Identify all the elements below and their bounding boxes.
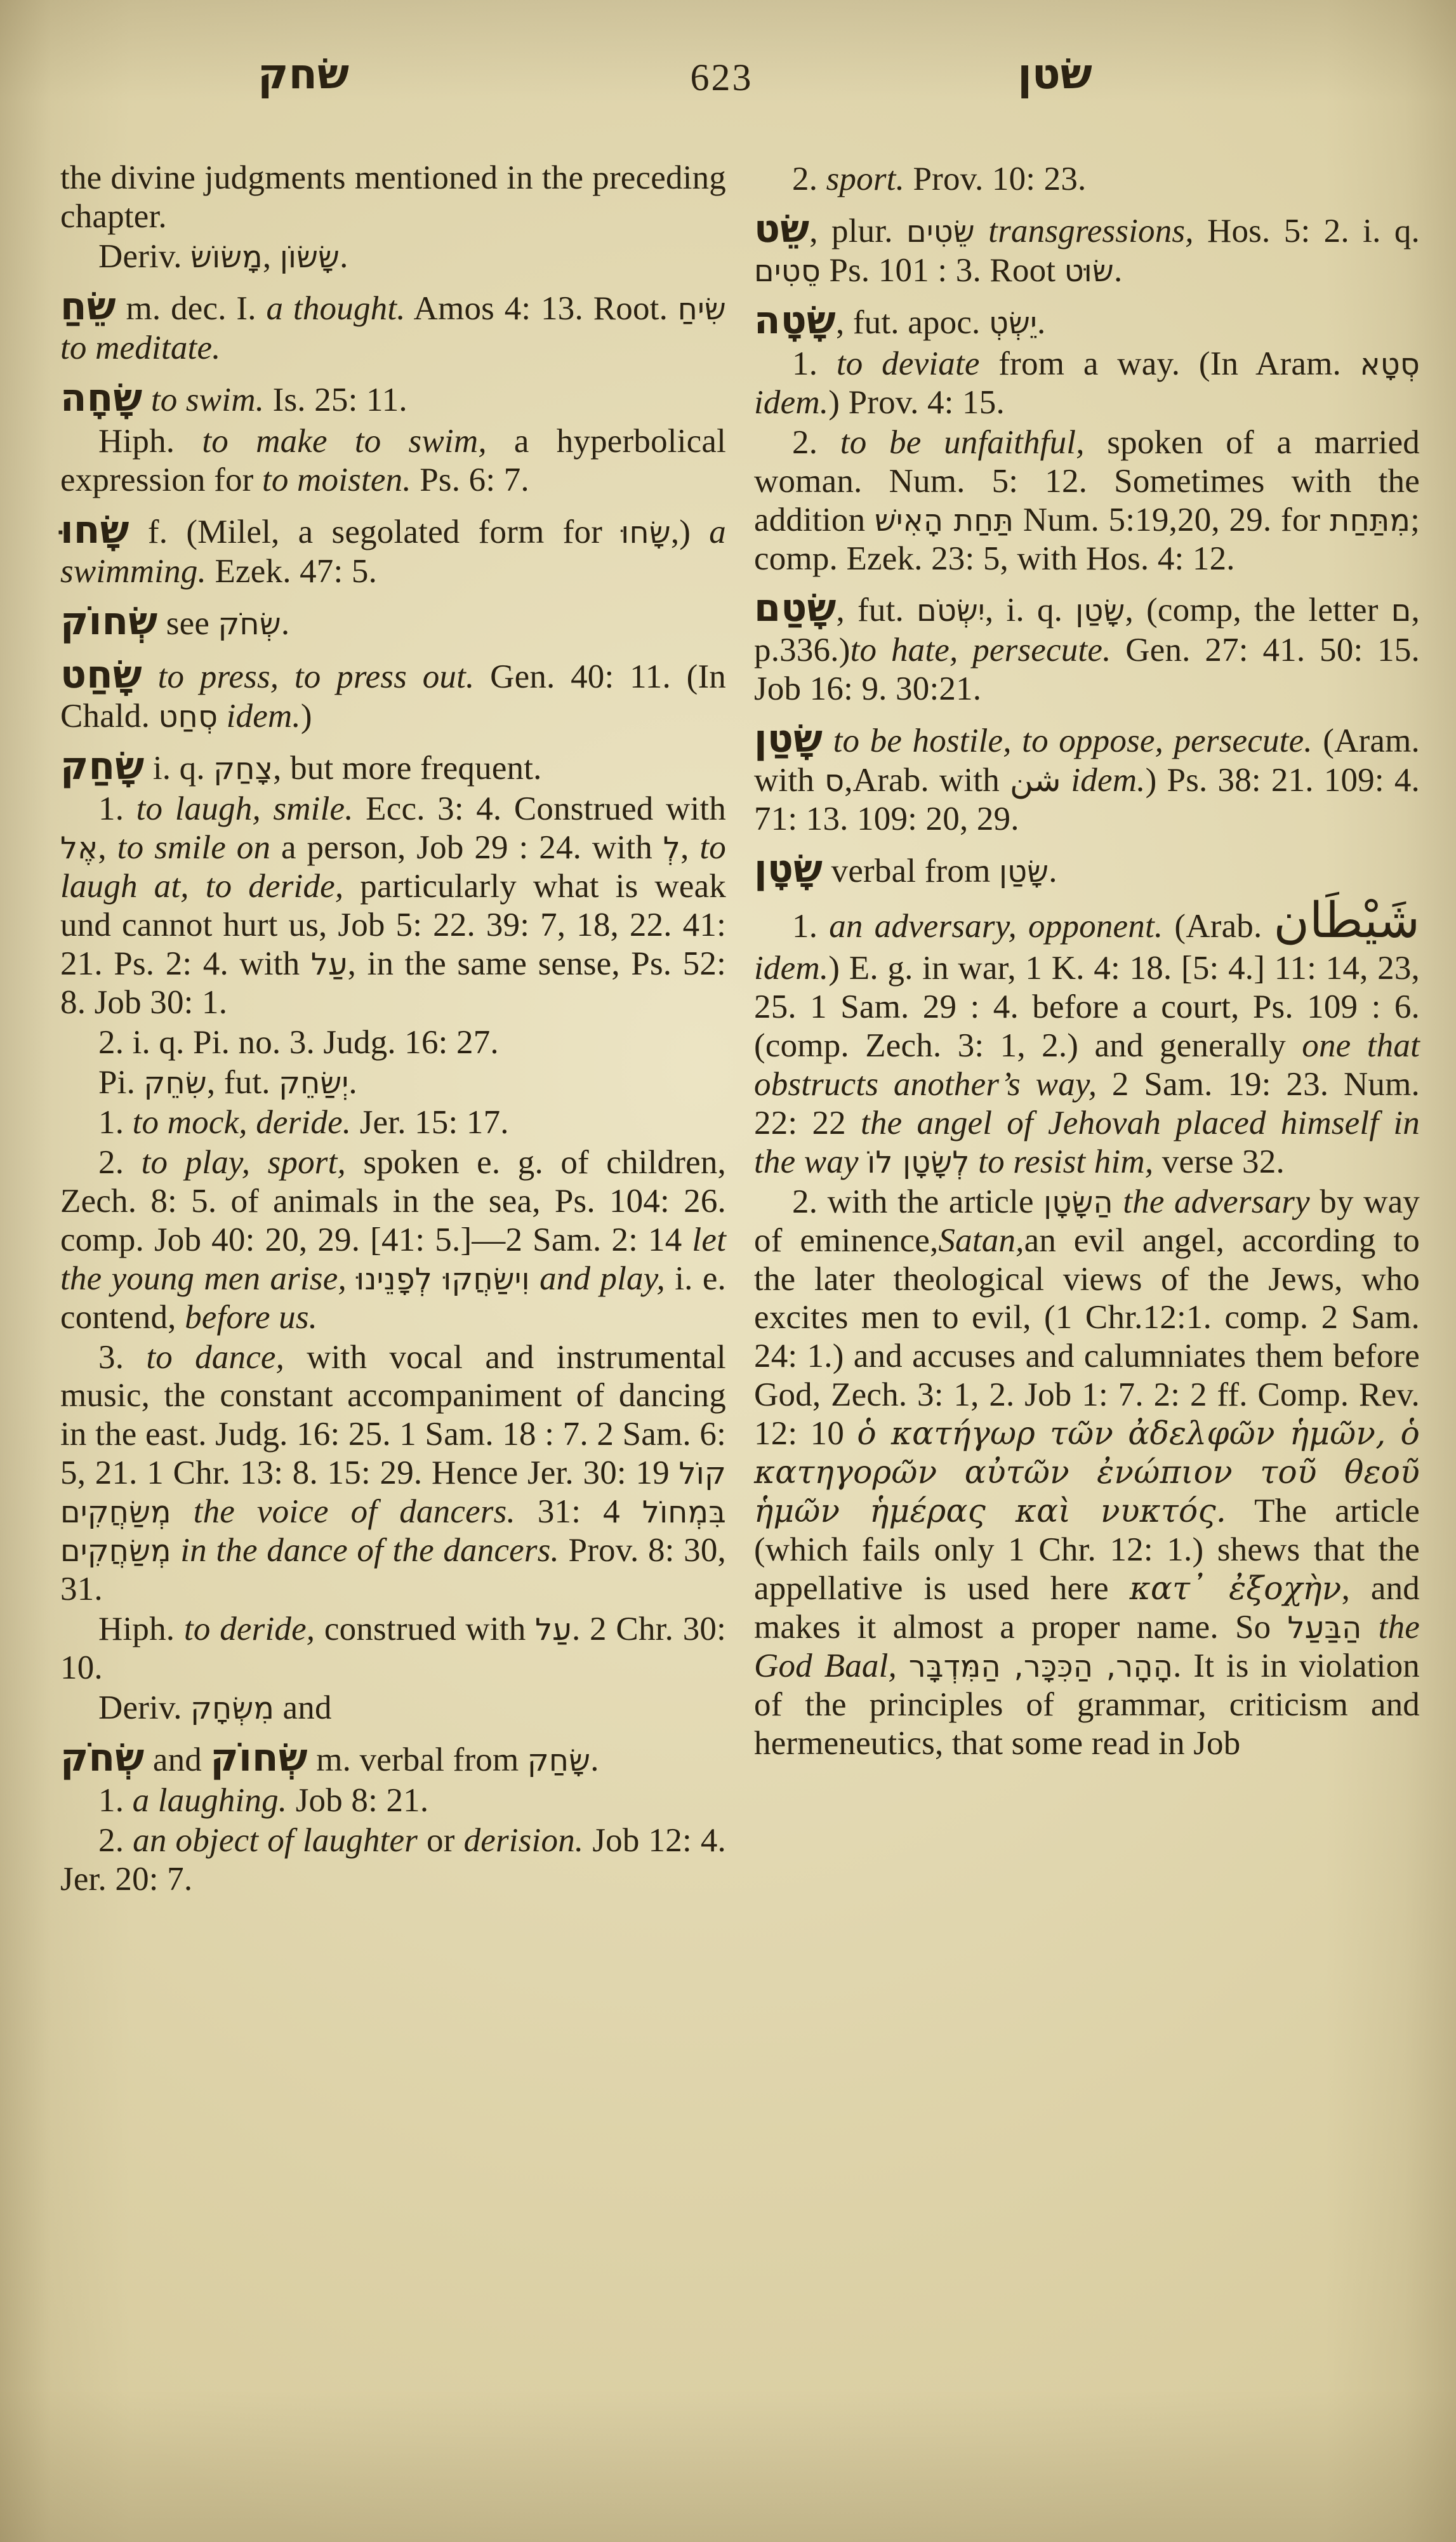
greek-text: ὁ κατήγωρ τῶν ἀδελφῶν ἡμῶν, ὁ κατηγορῶν αὐτῶν ἐνώπιον τοῦ θεοῦ ἡμῶν ἡμέρας καὶ νυκτός. xyxy=(754,1414,1420,1530)
italic-gloss: to laugh at, to deride, xyxy=(60,829,726,905)
roman-text: verbal from xyxy=(823,853,999,890)
hebrew-headword: שָׂחַק xyxy=(60,743,145,789)
roman-text xyxy=(171,1532,181,1569)
italic-gloss: to moisten. xyxy=(261,461,411,498)
hebrew-word: שָׂחוּ xyxy=(621,515,671,550)
lexicon-entry xyxy=(60,285,726,368)
paragraph xyxy=(60,1338,726,1609)
italic-gloss: to be hostile, to oppose, persecute. xyxy=(823,722,1313,759)
roman-text: Ps. 101 : 3. Root xyxy=(820,252,1064,289)
roman-text: , and makes it almost a proper name. So xyxy=(754,1570,1420,1646)
roman-text: , fut. xyxy=(836,592,917,629)
roman-text: Pi. xyxy=(98,1063,144,1101)
italic-gloss: idem. xyxy=(1061,762,1146,799)
running-head-right-hebrew: שׂטן xyxy=(1017,50,1092,98)
roman-text: verse 32. xyxy=(1153,1143,1285,1180)
roman-text xyxy=(530,1260,539,1297)
hebrew-word: לְשָׂטָן לוֹ xyxy=(867,1145,970,1180)
roman-text xyxy=(859,1143,867,1180)
roman-text: spoken e. g. of children, Zech. 8: 5. of animals in the sea, Ps. 104: 26. comp. Job 40: 20, 29. [41: 5.]—2 Sam. 2: 14 xyxy=(60,1143,726,1258)
roman-text: . xyxy=(1036,304,1046,342)
italic-gloss: a laughing. xyxy=(132,1782,288,1820)
roman-text: or xyxy=(418,1822,464,1860)
paragraph xyxy=(60,1781,726,1820)
roman-text: 2. i. q. Pi. no. 3. Judg. 16: 27. xyxy=(98,1024,499,1061)
hebrew-word: אֶל xyxy=(60,831,98,867)
roman-text: 2. xyxy=(98,1822,133,1860)
italic-gloss: to play, sport, xyxy=(141,1143,347,1181)
roman-text: , i. q. xyxy=(984,592,1076,629)
hebrew-headword: שֵׂחַ xyxy=(60,284,116,329)
hebrew-word: וִישַׂחֲקוּ לְפָנֵינוּ xyxy=(356,1261,530,1297)
running-header xyxy=(0,0,1456,146)
italic-gloss: the voice of dancers. xyxy=(193,1493,515,1531)
lexicon-entry xyxy=(60,376,726,420)
italic-gloss: to smile on xyxy=(117,829,271,867)
paragraph xyxy=(60,1610,726,1687)
italic-gloss: let the young men arise, xyxy=(60,1221,726,1297)
roman-text: Gen. 27: 41. 50: 15. Job 16: 9. 30:21. xyxy=(754,631,1420,707)
roman-text: and xyxy=(144,1741,211,1778)
roman-text: , (comp, the letter xyxy=(1125,592,1391,629)
roman-text: . 2 Chr. 30: 10. xyxy=(60,1611,727,1687)
italic-gloss: idem. xyxy=(754,950,829,987)
hebrew-word: ם xyxy=(1391,594,1412,629)
arabic-word-large: شَيْطَان xyxy=(1273,892,1420,949)
roman-text: Job 12: 4. Jer. 20: 7. xyxy=(60,1822,726,1898)
roman-text: . It is in violation of the principles of grammar, criticism and hermeneutics, that some read in Job xyxy=(754,1647,1420,1762)
lexicon-entry xyxy=(754,299,1420,343)
arabic-word: شن xyxy=(1010,761,1061,799)
italic-gloss: to deviate xyxy=(836,345,980,382)
roman-text: ,Arab. with xyxy=(844,762,1010,799)
greek-text: κατ᾽ ἐξοχὴν xyxy=(1129,1569,1342,1607)
hebrew-word: מָשׂוֹשׂ xyxy=(190,239,263,275)
page-number: 623 xyxy=(690,57,753,98)
roman-text xyxy=(1113,1183,1123,1220)
roman-text: an evil angel, according to the later theological views of the Jews, who excites men to evil, (1 Chr.12:1. comp. 2 Sam. 24: 1.) and accuses and calumniates them before God, Zech. 3: 1, 2. Job 1: 7. 2: 2 ff. Comp. Rev. 12: 10 xyxy=(754,1221,1420,1453)
roman-text: ,) xyxy=(670,513,710,550)
roman-text: i. e. contend, xyxy=(60,1260,727,1336)
roman-text: Hos. 5: 2. i. q. xyxy=(1193,212,1420,250)
roman-text: 2. xyxy=(792,161,826,197)
hebrew-word: שִׂחֵק xyxy=(143,1065,207,1101)
hebrew-word: מִשְׂחָק xyxy=(190,1691,275,1726)
roman-text: (Aram. with xyxy=(754,722,1420,799)
lexicon-entry xyxy=(60,745,726,789)
hebrew-headword: שָׂטָן xyxy=(754,847,823,892)
hebrew-word: שָׂטַן xyxy=(1075,594,1125,629)
hebrew-headword: שְׂחוֹק xyxy=(210,1735,308,1780)
hebrew-word: שִׂיחַ xyxy=(677,291,726,327)
hebrew-word: יִשְׂטֹם xyxy=(917,594,985,629)
roman-text xyxy=(975,213,988,250)
roman-text: spoken of a married woman. Num. 5: 12. Sometimes with the addition xyxy=(754,423,1420,538)
hebrew-word: הַבַּעַל xyxy=(1287,1610,1362,1646)
roman-text: . xyxy=(348,1063,357,1101)
roman-text: 3. xyxy=(98,1338,147,1376)
roman-text: (Arab. xyxy=(1163,907,1274,945)
italic-gloss: idem. xyxy=(218,697,301,735)
roman-text: see xyxy=(157,605,218,642)
roman-text: . xyxy=(281,605,290,642)
paragraph xyxy=(60,1063,726,1102)
hebrew-headword: שָׂחָה xyxy=(60,376,143,421)
paragraph xyxy=(754,893,1420,1181)
hebrew-headword: שְׂחֹק xyxy=(60,1735,145,1780)
hebrew-word: שָׂטַן xyxy=(998,855,1049,890)
paragraph xyxy=(60,1143,726,1337)
roman-text: Gen. 40: 11. (In Chald. xyxy=(60,658,726,735)
italic-gloss: to laugh, smile. xyxy=(136,790,354,828)
paragraph xyxy=(754,160,1420,199)
roman-text: 31: 4 xyxy=(515,1493,642,1531)
roman-text: particularly what is weak und cannot hurt us, Job 5: 22. 39: 7, 18, 22. 41: 21. Ps. 2: 4. with xyxy=(60,868,726,983)
roman-text xyxy=(171,1493,194,1530)
paragraph xyxy=(60,237,726,276)
roman-text: a hyperbolical expression for xyxy=(60,422,727,498)
paragraph xyxy=(754,423,1420,578)
roman-text: , xyxy=(98,829,117,867)
text-columns xyxy=(60,159,1420,1899)
roman-text: m. verbal from xyxy=(307,1741,527,1778)
roman-text xyxy=(897,1647,909,1684)
hebrew-headword: שֵׂט xyxy=(754,206,810,251)
roman-text: 1. xyxy=(792,907,830,945)
roman-text: 1. xyxy=(98,1782,133,1820)
italic-gloss: derision. xyxy=(463,1822,584,1860)
hebrew-word: עַל xyxy=(310,947,348,983)
right-column xyxy=(754,159,1420,1899)
roman-text: ) E. g. in war, 1 K. 4: 18. [5: 4.] 11: 14, 23, 25. 1 Sam. 29 : 4. before a court, Ps. 109 : 6. (comp. Zech. 3: 1, 2.) and generally xyxy=(754,950,1420,1064)
paragraph xyxy=(60,790,726,1022)
hebrew-word: סְחַט xyxy=(158,699,218,735)
roman-text: ) xyxy=(300,697,312,735)
running-head-left-hebrew: שׂחק xyxy=(258,50,349,98)
roman-text: from a way. (In Aram. xyxy=(979,345,1360,382)
roman-text: 2. xyxy=(98,1143,142,1181)
paragraph xyxy=(60,422,726,500)
paragraph xyxy=(60,1821,726,1899)
roman-text: . xyxy=(1114,252,1123,289)
italic-gloss: to swim. xyxy=(142,382,265,419)
roman-text: Deriv. xyxy=(98,1689,191,1726)
hebrew-headword: שָׂחַט xyxy=(60,652,142,697)
roman-text: the divine judgments mentioned in the preceding chapter. xyxy=(60,159,726,235)
roman-text: . xyxy=(1049,853,1057,890)
italic-gloss: to meditate. xyxy=(60,329,221,367)
roman-text: Ecc. 3: 4. Construed with xyxy=(353,790,726,828)
hebrew-word: עַל xyxy=(535,1613,572,1648)
italic-gloss: Satan, xyxy=(938,1221,1024,1259)
hebrew-word: שׂוּט xyxy=(1064,254,1114,289)
roman-text: i. q. xyxy=(144,749,214,787)
hebrew-word: מִתַּחַת xyxy=(1330,503,1411,538)
roman-text: . xyxy=(590,1741,599,1778)
italic-gloss: idem. xyxy=(754,383,829,421)
roman-text: Job 8: 21. xyxy=(287,1782,429,1820)
roman-text: 1. xyxy=(792,345,837,382)
hebrew-headword: שָׂטַם xyxy=(754,586,837,631)
roman-text: , plur. xyxy=(809,212,907,250)
lexicon-entry xyxy=(754,208,1420,290)
hebrew-word: יֵשְׂטְ xyxy=(988,306,1037,342)
roman-text: a person, Job 29 : 24. with xyxy=(270,829,663,867)
paragraph xyxy=(60,1689,726,1727)
hebrew-word: שְׂחֹק xyxy=(218,607,281,642)
lexicon-entry xyxy=(60,509,726,591)
roman-text: . xyxy=(340,237,348,275)
italic-gloss: before us. xyxy=(185,1298,318,1336)
lexicon-entry xyxy=(754,587,1420,708)
hebrew-word: צָחַק xyxy=(213,751,274,787)
paragraph xyxy=(60,1023,726,1062)
roman-text: , xyxy=(680,829,700,867)
italic-gloss: a swimming. xyxy=(60,513,726,590)
roman-text: and xyxy=(274,1689,332,1726)
hebrew-word: יְשַׂחֵק xyxy=(279,1065,349,1101)
italic-gloss: the adversary xyxy=(1123,1183,1310,1220)
hebrew-word: הָהָר, הַכִּכָּר, הַמִּדְבָּר xyxy=(908,1649,1174,1684)
roman-text: Prov. 10: 23. xyxy=(904,161,1087,197)
italic-gloss: one that obstructs another’s way, xyxy=(754,1027,1420,1103)
roman-text: Num. 5:19,20, 29. for xyxy=(1014,501,1330,538)
hebrew-word: שָׂחַק xyxy=(527,1743,591,1778)
left-column xyxy=(60,159,726,1899)
roman-text: ; comp. Ezek. 23: 5, with Hos. 4: 12. xyxy=(754,501,1420,577)
hebrew-word: תַּחַת הָאִישׁ xyxy=(874,503,1014,538)
roman-text: The article (which fails only 1 Chr. 12: 1.) shews that the appellative is used here xyxy=(754,1493,1420,1607)
lexicon-entry xyxy=(60,653,726,736)
lexicon-entry xyxy=(754,848,1420,891)
roman-text: ) Prov. 4: 15. xyxy=(828,383,1005,421)
roman-text: construed with xyxy=(315,1611,536,1648)
roman-text: ) Ps. 38: 21. 109: 4. 71: 13. 109: 20, 29. xyxy=(754,762,1420,838)
roman-text: , in the same sense, Ps. 52: 8. Job 30: 1. xyxy=(60,945,726,1021)
lexicon-entry xyxy=(60,1736,726,1780)
italic-gloss: to be unfaithful, xyxy=(840,423,1085,461)
roman-text: Jer. 15: 17. xyxy=(351,1103,509,1141)
roman-text: Amos 4: 13. Root. xyxy=(405,289,678,327)
hebrew-headword: שָׂטָה xyxy=(754,298,836,343)
roman-text: m. dec. I. xyxy=(116,289,267,327)
italic-gloss: an adversary, opponent. xyxy=(829,907,1163,945)
italic-gloss: to mock, deride. xyxy=(132,1103,352,1141)
hebrew-word: ס xyxy=(824,764,845,799)
hebrew-word: לְ xyxy=(663,831,681,867)
hebrew-word: סֵטִים xyxy=(754,254,821,289)
roman-text: 1. xyxy=(98,1103,133,1141)
italic-gloss: to make to swim, xyxy=(202,422,487,460)
hebrew-word: שָׂשׂוֹן xyxy=(279,239,340,275)
roman-text: Prov. 8: 30, 31. xyxy=(60,1532,726,1608)
roman-text: 2. xyxy=(792,423,840,461)
paragraph xyxy=(60,159,726,236)
italic-gloss: the angel of Jehovah placed himself in the way xyxy=(754,1104,1420,1180)
italic-gloss: to hate, persecute. xyxy=(850,631,1111,669)
roman-text: f. (Milel, a segolated form for xyxy=(129,513,621,550)
hebrew-headword: שָׂטַן xyxy=(754,716,823,761)
hebrew-headword: שְׂחוֹק xyxy=(60,599,158,644)
italic-gloss: the God Baal, xyxy=(754,1608,1420,1684)
roman-text: Hiph. xyxy=(98,1611,184,1648)
italic-gloss: an object of laughter xyxy=(133,1822,418,1860)
hebrew-word: קוֹל מְשַׂחֲקִים xyxy=(60,1456,726,1531)
roman-text: Ezek. 47: 5. xyxy=(206,553,378,590)
hebrew-word: סְטָא xyxy=(1360,347,1420,382)
lexicon-entry xyxy=(60,600,726,644)
roman-text: Is. 25: 11. xyxy=(264,382,407,419)
lexicon-entry xyxy=(754,717,1420,839)
italic-gloss: a thought. xyxy=(266,289,406,327)
roman-text: 1. xyxy=(98,790,136,828)
roman-text xyxy=(347,1260,356,1297)
roman-text: Hiph. xyxy=(98,422,202,460)
roman-text: , p.336.) xyxy=(754,592,1420,669)
hebrew-word: בִּמְחוֹל מְשַׂחֲקִים xyxy=(60,1495,726,1569)
roman-text: 2. with the article xyxy=(792,1183,1044,1220)
roman-text: , but more frequent. xyxy=(273,749,542,787)
roman-text: , xyxy=(262,237,280,275)
roman-text: by way of eminence, xyxy=(754,1183,1420,1259)
hebrew-word: שֵׂטִים xyxy=(906,214,975,250)
paragraph xyxy=(60,1103,726,1142)
roman-text: , fut. apoc. xyxy=(835,304,989,342)
italic-gloss: transgressions, xyxy=(988,212,1194,250)
roman-text: 2 Sam. 19: 23. Num. 22: 22 xyxy=(754,1065,1420,1141)
roman-text: , fut. xyxy=(206,1063,279,1101)
paragraph xyxy=(754,345,1420,422)
hebrew-headword: שָׂחוּ xyxy=(60,507,129,552)
roman-text xyxy=(970,1143,978,1180)
roman-text: Deriv. xyxy=(98,237,191,275)
italic-gloss: to deride, xyxy=(183,1611,315,1648)
roman-text xyxy=(1361,1609,1378,1646)
italic-gloss: to resist him, xyxy=(978,1143,1154,1180)
italic-gloss: in the dance of the dancers. xyxy=(180,1532,559,1569)
italic-gloss: to press, to press out. xyxy=(142,658,475,695)
roman-text: Ps. 6: 7. xyxy=(411,461,529,498)
italic-gloss: sport. xyxy=(826,161,905,197)
italic-gloss: and play, xyxy=(539,1260,665,1297)
hebrew-word: הַשָּׂטָן xyxy=(1043,1185,1113,1220)
italic-gloss: to dance, xyxy=(146,1338,285,1376)
paragraph xyxy=(754,1183,1420,1763)
roman-text: with vocal and instrumental music, the constant accompaniment of dancing in the east. Judg. 16: 25. 1 Sam. 18 : 7. 2 Sam. 6: 5, 21. 1 Chr. 13: 8. 15: 29. Hence Jer. 30: 19 xyxy=(60,1338,726,1492)
